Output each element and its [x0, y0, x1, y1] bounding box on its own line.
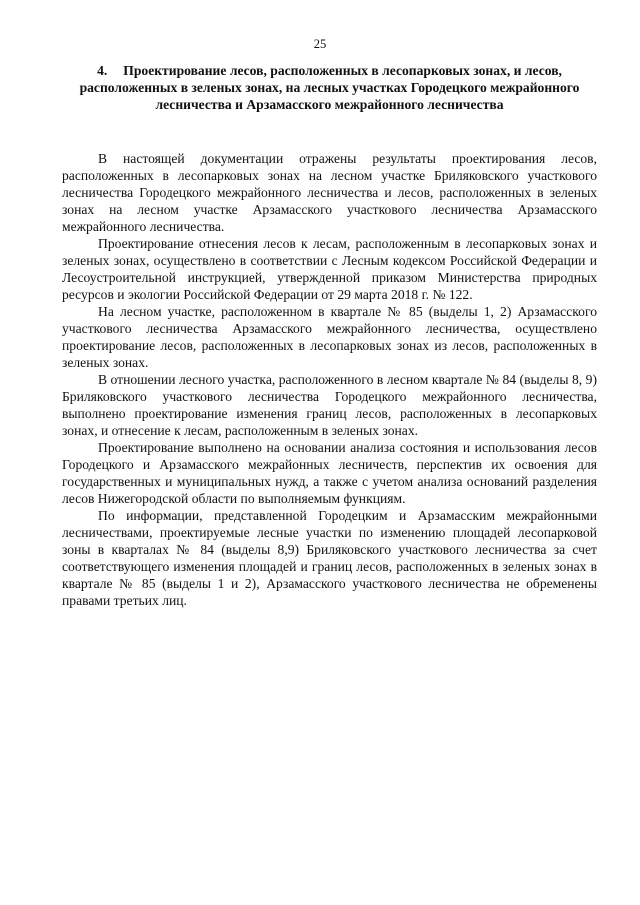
paragraph: Проектирование выполнено на основании анализа состояния и использования лесов Городецкого и Арзамасского межрайонных лесничеств, перспектив их освоения для государственных и муниципальных нужд, а также с учетом анализа оснований разделения лесов Нижегородской области по выполняемым функциям. [62, 440, 597, 506]
paragraph: В отношении лесного участка, расположенного в лесном квартале № 84 (выделы 8, 9) Бриляковского участкового лесничества Городецкого межрайонного лесничества, выполнено проектирование изменения границ лесов, расположенных в лесопарковых зонах, и отнесение к лесам, расположенным в зеленых зонах. [62, 372, 597, 438]
section-heading [62, 62, 597, 113]
paragraph: На лесном участке, расположенном в квартале № 85 (выделы 1, 2) Арзамасского участкового лесничества Арзамасского межрайонного лесничества, осуществлено проектирование лесов, расположенных в лесопарковых зонах из лесов, расположенных в зеленых зонах. [62, 304, 597, 370]
paragraph: Проектирование отнесения лесов к лесам, расположенным в лесопарковых зонах и зеленых зонах, осуществлено в соответствии с Лесным кодексом Российской Федерации и Лесоустроительной инструкцией, утвержденной приказом Министерства природных ресурсов и экологии Российской Федерации от 29 марта 2018 г. № 122. [62, 236, 597, 302]
section-title: Проектирование лесов, расположенных в лесопарковых зонах, и лесов, расположенных в зеленых зонах, на лесных участках Городецкого межрайонного лесничества и Арзамасского межрайонного лесничества [79, 63, 580, 112]
section-number: 4. [97, 63, 108, 78]
body-text [62, 150, 597, 609]
page-number: 25 [313, 37, 327, 51]
paragraph: По информации, представленной Городецким и Арзамасским межрайонными лесничествами, проектируемые лесные участки по изменению площадей лесопарковой зоны в кварталах № 84 (выделы 8,9) Бриляковского участкового лесничества за счет соответствующего изменения площадей и границ лесов, расположенных в зеленых зонах в квартале № 85 (выделы 1 и 2), Арзамасского участкового лесничества не обременены правами третьих лиц. [62, 508, 597, 608]
paragraph: В настоящей документации отражены результаты проектирования лесов, расположенных в лесопарковых зонах на лесном участке Бриляковского участкового лесничества Городецкого межрайонного лесничества и лесов, расположенных в зеленых зонах на лесном участке Арзамасского участкового лесничества Арзамасского межрайонного лесничества. [62, 151, 597, 234]
